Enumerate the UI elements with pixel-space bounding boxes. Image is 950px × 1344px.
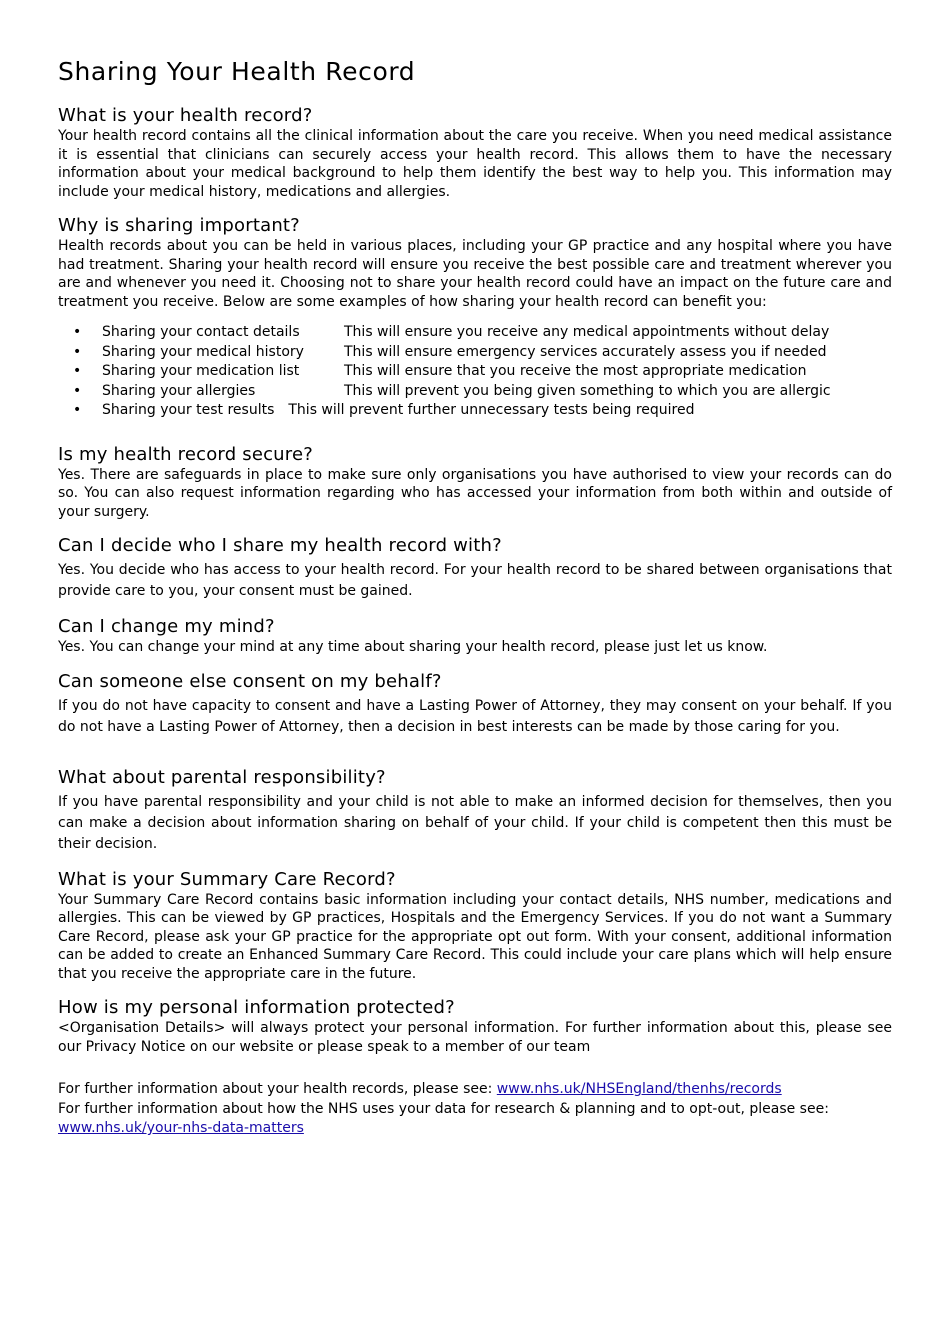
benefit-text: This will prevent further unnecessary tests being required xyxy=(288,402,695,418)
section-text: If you do not have capacity to consent and have a Lasting Power of Attorney, they may consent on your behalf. If you do not have a Lasting Power of Attorney, then a decision in best interests can be made by those caring for you. xyxy=(58,697,892,735)
section-what-is xyxy=(58,104,892,201)
list-item xyxy=(58,382,892,402)
section-decide xyxy=(58,534,892,602)
section-heading: What is your health record? xyxy=(58,105,313,126)
section-heading: Is my health record secure? xyxy=(58,443,314,465)
section-consent-behalf xyxy=(58,670,892,738)
benefit-text: This will prevent you being given something to which you are allergic xyxy=(344,382,831,399)
list-item xyxy=(58,362,892,382)
section-summary-care xyxy=(58,868,892,984)
benefits-list xyxy=(58,323,892,421)
list-item xyxy=(58,343,892,363)
section-text: Yes. You decide who has access to your health record. For your health record to be shared between organisations that provide care to you, your consent must be gained. xyxy=(58,562,892,599)
section-parental xyxy=(58,766,892,855)
footer xyxy=(58,1080,892,1139)
benefit-item: Sharing your allergies xyxy=(102,382,256,399)
page-title: Sharing Your Health Record xyxy=(58,57,416,86)
benefit-item: Sharing your medical history xyxy=(102,343,304,360)
section-heading: Why is sharing important? xyxy=(58,215,300,236)
section-text: Yes. You can change your mind at any time about sharing your health record, please just let us know. xyxy=(58,639,768,655)
section-protected xyxy=(58,996,892,1056)
list-item xyxy=(58,401,892,421)
section-heading: Can I decide who I share my health record with? xyxy=(58,535,502,556)
section-text: <Organisation Details> will always protect your personal information. For further information about this, please see our Privacy Notice on our website or please speak to a member of our team xyxy=(58,1020,892,1055)
section-heading: What is your Summary Care Record? xyxy=(58,868,396,890)
section-text: Your health record contains all the clinical information about the care you receive. When you need medical assistance it is essential that clinicians can securely access your health record. This allows them to have the necessary information about your medical background to help them identify the best way to help you. This information may include your medical history, medications and allergies. xyxy=(58,128,892,200)
benefit-item: Sharing your contact details xyxy=(102,324,300,340)
section-heading: How is my personal information protected? xyxy=(58,997,455,1018)
footer-records-text: For further information about your health records, please see: xyxy=(58,1081,497,1097)
section-change-mind xyxy=(58,615,892,657)
benefit-text: This will ensure you receive any medical appointments without delay xyxy=(344,324,830,340)
section-text: Yes. There are safeguards in place to make sure only organisations you have authorised to view your records can do so. You can also request information regarding who has accessed your information from both within and outside of your surgery. xyxy=(58,466,892,520)
footer-data-text: For further information about how the NHS uses your data for research & planning and to opt-out, please see: xyxy=(58,1100,829,1117)
benefit-item: Sharing your medication list xyxy=(102,363,300,379)
benefit-item: Sharing your test results xyxy=(102,402,275,418)
footer-records-line xyxy=(58,1080,892,1100)
document-page xyxy=(58,56,892,1139)
data-matters-link[interactable]: www.nhs.uk/your-nhs-data-matters xyxy=(58,1120,304,1136)
benefit-text: This will ensure that you receive the most appropriate medication xyxy=(344,363,807,379)
footer-data-line xyxy=(58,1119,892,1139)
section-text: Your Summary Care Record contains basic information including your contact details, NHS number, medications and allergies. This can be viewed by GP practices, Hospitals and the Emergency Services. If you do not want a Summary Care Record, please ask your GP practice for the appropriate opt out form. With your consent, additional information can be added to create an Enhanced Summary Care Record. This could include your care plans which will help ensure that you receive the appropriate care in the future. xyxy=(58,891,892,982)
section-heading: What about parental responsibility? xyxy=(58,766,386,788)
section-text: If you have parental responsibility and your child is not able to make an informed decision for themselves, then you can make a decision about information sharing on behalf of your child. If your child is competent then this must be their decision. xyxy=(58,793,892,852)
section-secure xyxy=(58,443,892,522)
section-text: Health records about you can be held in various places, including your GP practice and any hospital where you have had treatment. Sharing your health record will ensure you receive the best possible care and treatment wherever you are and whenever you need it. Choosing not to share your health record could have an impact on the future care and treatment you receive. Below are some examples of how sharing your health record can benefit you: xyxy=(58,238,892,310)
section-why-sharing xyxy=(58,214,892,421)
section-heading: Can someone else consent on my behalf? xyxy=(58,670,442,692)
section-heading: Can I change my mind? xyxy=(58,616,275,637)
benefit-text: This will ensure emergency services accurately assess you if needed xyxy=(344,343,827,360)
records-link[interactable]: www.nhs.uk/NHSEngland/thenhs/records xyxy=(496,1081,782,1097)
list-item xyxy=(58,323,892,343)
